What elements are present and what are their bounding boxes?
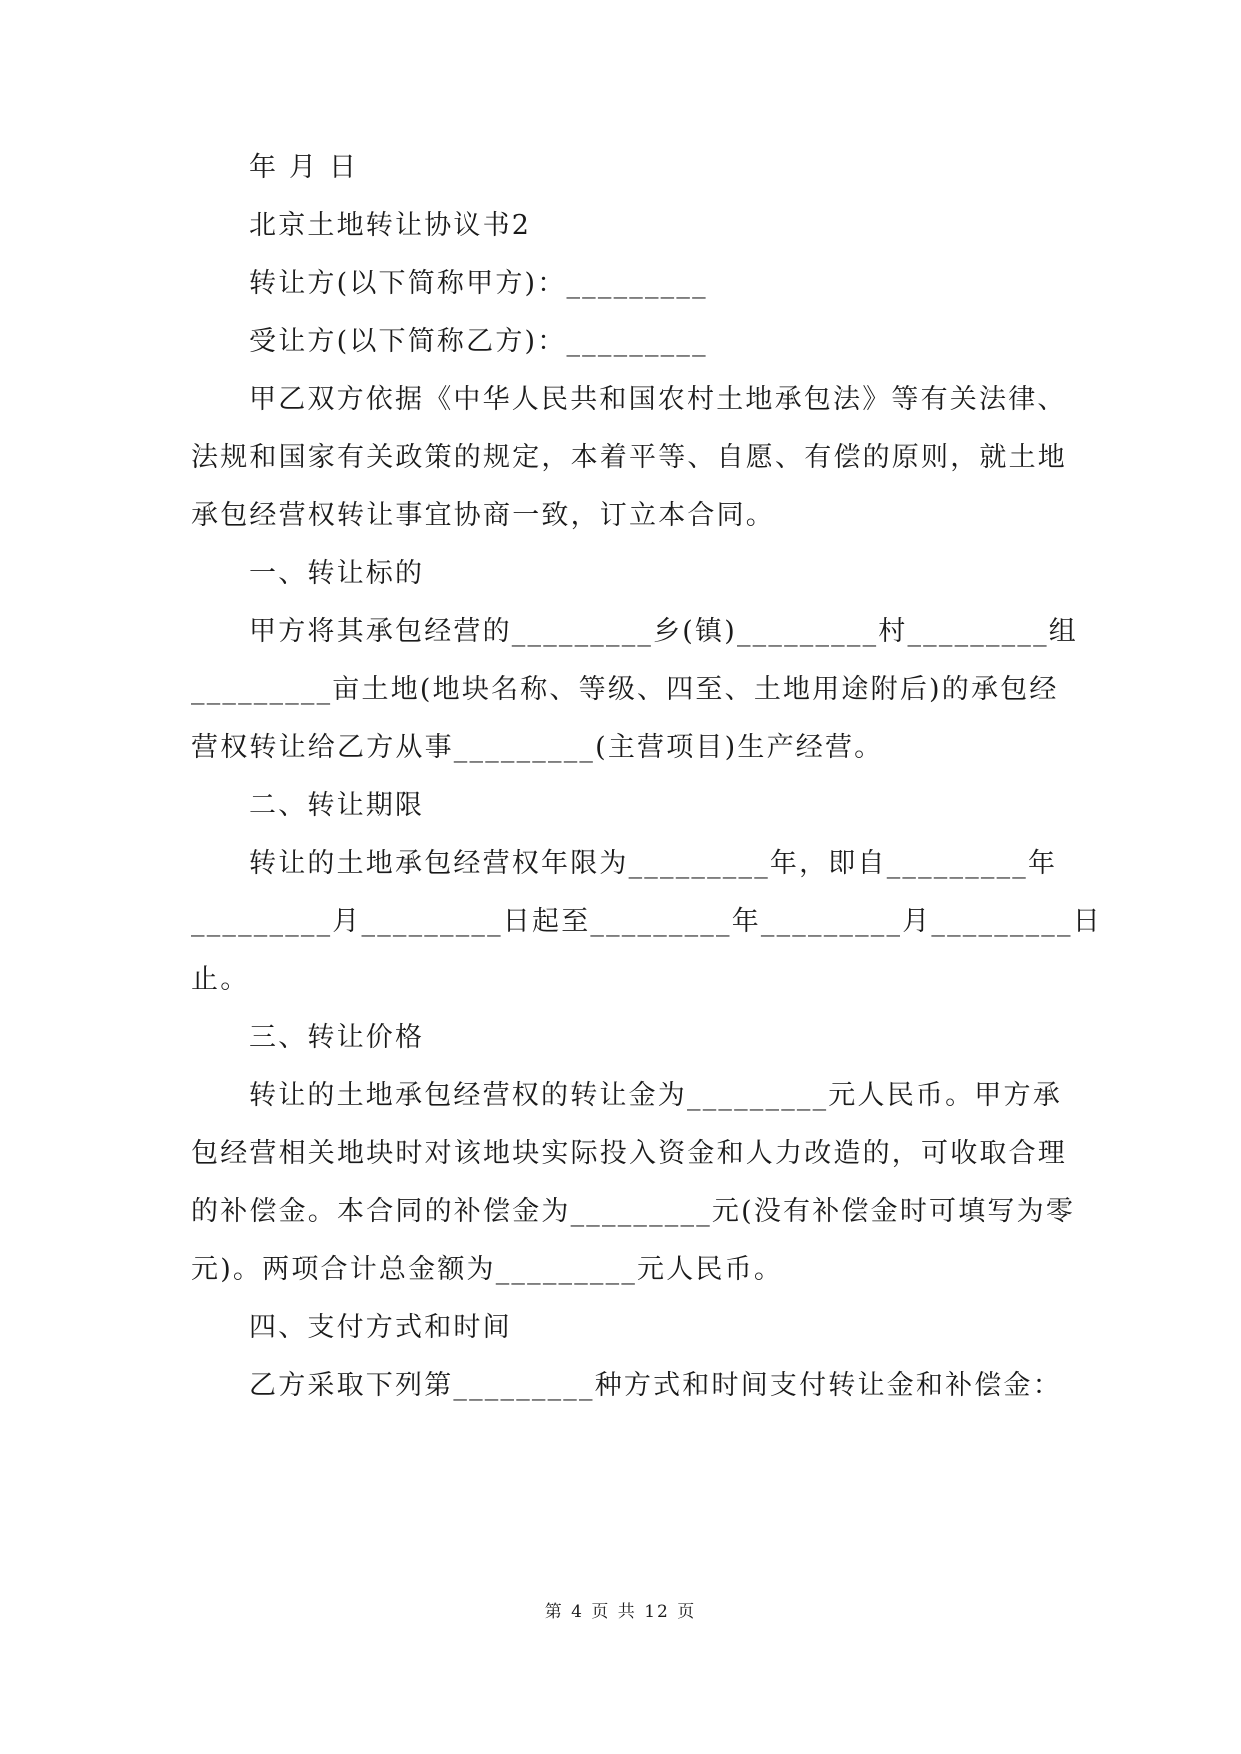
transferor-line: 转让方(以下简称甲方)：_________ — [249, 268, 708, 299]
paragraph-line: 转让的土地承包经营权年限为_________年，即自_________年 — [249, 848, 1058, 879]
section-heading: 三、转让价格 — [249, 1022, 425, 1053]
document-title: 北京土地转让协议书2 — [249, 210, 532, 241]
paragraph-line: 甲方将其承包经营的_________乡(镇)_________村_________组 — [249, 616, 1078, 647]
paragraph-line: 承包经营权转让事宜协商一致，订立本合同。 — [191, 500, 775, 531]
transferee-line: 受让方(以下简称乙方)：_________ — [249, 326, 708, 357]
date-line: 年 月 日 — [249, 152, 359, 183]
paragraph-line: 转让的土地承包经营权的转让金为_________元人民币。甲方承 — [249, 1080, 1062, 1111]
paragraph-line: 元)。两项合计总金额为_________元人民币。 — [191, 1254, 784, 1285]
section-heading: 二、转让期限 — [249, 790, 425, 821]
paragraph-line: 乙方采取下列第_________种方式和时间支付转让金和补偿金： — [249, 1370, 1062, 1401]
paragraph-line: 营权转让给乙方从事_________(主营项目)生产经营。 — [191, 732, 884, 763]
page-number-footer: 第 4 页 共 12 页 — [544, 1602, 697, 1622]
section-heading: 一、转让标的 — [249, 558, 425, 589]
section-heading: 四、支付方式和时间 — [249, 1312, 512, 1343]
paragraph-line: 法规和国家有关政策的规定，本着平等、自愿、有偿的原则，就土地 — [191, 442, 1067, 473]
paragraph-line: 包经营相关地块时对该地块实际投入资金和人力改造的，可收取合理 — [191, 1138, 1067, 1169]
paragraph-line: 的补偿金。本合同的补偿金为_________元(没有补偿金时可填写为零 — [191, 1196, 1076, 1227]
paragraph-line: _________月_________日起至_________年_________月_________日 — [191, 906, 1102, 937]
paragraph-line: 甲乙双方依据《中华人民共和国农村土地承包法》等有关法律、 — [249, 384, 1067, 415]
paragraph-line: _________亩土地(地块名称、等级、四至、土地用途附后)的承包经 — [191, 674, 1059, 705]
paragraph-line: 止。 — [191, 964, 250, 995]
